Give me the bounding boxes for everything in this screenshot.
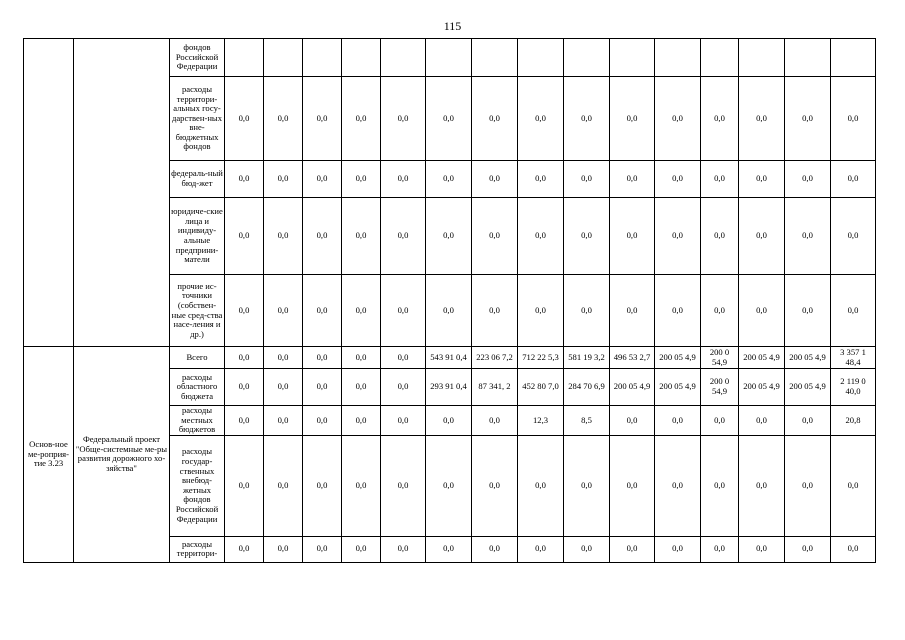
value-cell xyxy=(655,39,701,77)
value-cell: 0,0 xyxy=(564,77,610,161)
value-cell: 0,0 xyxy=(739,406,785,436)
value-cell: 452 80 7,0 xyxy=(518,369,564,406)
value-cell: 0,0 xyxy=(655,536,701,562)
value-cell: 0,0 xyxy=(831,435,876,536)
value-cell: 0,0 xyxy=(610,198,655,275)
budget-table xyxy=(23,38,876,563)
funding-source-cell: расходы территори- xyxy=(170,536,225,562)
value-cell xyxy=(785,39,831,77)
value-cell: 0,0 xyxy=(426,275,472,347)
value-cell: 200 05 4,9 xyxy=(739,347,785,369)
value-cell: 0,0 xyxy=(518,77,564,161)
value-cell: 0,0 xyxy=(564,275,610,347)
project-cell-empty xyxy=(74,39,170,347)
value-cell: 0,0 xyxy=(655,198,701,275)
value-cell: 0,0 xyxy=(225,347,264,369)
value-cell xyxy=(342,39,381,77)
funding-source-cell: фондов Российской Федерации xyxy=(170,39,225,77)
value-cell: 0,0 xyxy=(381,347,426,369)
value-cell: 0,0 xyxy=(472,406,518,436)
value-cell: 0,0 xyxy=(831,77,876,161)
value-cell: 0,0 xyxy=(472,275,518,347)
value-cell: 0,0 xyxy=(225,77,264,161)
funding-source-cell: Всего xyxy=(170,347,225,369)
value-cell: 0,0 xyxy=(381,369,426,406)
value-cell xyxy=(225,39,264,77)
value-cell: 0,0 xyxy=(472,161,518,198)
funding-source-cell: расходы местных бюджетов xyxy=(170,406,225,436)
value-cell: 0,0 xyxy=(225,435,264,536)
value-cell: 0,0 xyxy=(518,198,564,275)
value-cell: 0,0 xyxy=(831,536,876,562)
value-cell: 0,0 xyxy=(564,536,610,562)
value-cell: 0,0 xyxy=(564,435,610,536)
value-cell: 0,0 xyxy=(303,198,342,275)
value-cell: 0,0 xyxy=(342,369,381,406)
value-cell: 200 05 4,9 xyxy=(610,369,655,406)
value-cell: 293 91 0,4 xyxy=(426,369,472,406)
value-cell: 0,0 xyxy=(426,435,472,536)
value-cell: 0,0 xyxy=(564,161,610,198)
value-cell: 284 70 6,9 xyxy=(564,369,610,406)
value-cell: 0,0 xyxy=(342,536,381,562)
value-cell: 0,0 xyxy=(225,198,264,275)
value-cell: 200 05 4,9 xyxy=(739,369,785,406)
value-cell: 0,0 xyxy=(610,77,655,161)
value-cell xyxy=(831,39,876,77)
value-cell: 0,0 xyxy=(739,435,785,536)
value-cell: 0,0 xyxy=(610,435,655,536)
value-cell: 0,0 xyxy=(303,536,342,562)
value-cell xyxy=(381,39,426,77)
value-cell: 0,0 xyxy=(381,77,426,161)
value-cell: 223 06 7,2 xyxy=(472,347,518,369)
value-cell: 2 119 0 40,0 xyxy=(831,369,876,406)
page-number: 115 xyxy=(443,19,462,33)
value-cell: 0,0 xyxy=(739,161,785,198)
value-cell: 0,0 xyxy=(264,347,303,369)
value-cell: 0,0 xyxy=(610,406,655,436)
value-cell: 0,0 xyxy=(264,406,303,436)
value-cell: 0,0 xyxy=(381,435,426,536)
value-cell: 0,0 xyxy=(655,77,701,161)
funding-source-cell: расходы областного бюджета xyxy=(170,369,225,406)
activity-name-cell: Основ-ное ме-роприя-тие 3.23 xyxy=(24,347,74,563)
value-cell: 496 53 2,7 xyxy=(610,347,655,369)
value-cell: 0,0 xyxy=(655,435,701,536)
value-cell: 3 357 1 48,4 xyxy=(831,347,876,369)
value-cell: 0,0 xyxy=(785,406,831,436)
value-cell: 0,0 xyxy=(564,198,610,275)
value-cell: 0,0 xyxy=(303,161,342,198)
table-row xyxy=(24,39,876,77)
value-cell: 0,0 xyxy=(785,161,831,198)
value-cell: 0,0 xyxy=(426,77,472,161)
value-cell: 0,0 xyxy=(264,77,303,161)
value-cell: 200 05 4,9 xyxy=(785,369,831,406)
value-cell xyxy=(518,39,564,77)
project-name-cell: Федеральный проект "Обще-системные ме-ры развития дорожного хо-зяйства" xyxy=(74,347,170,563)
value-cell: 0,0 xyxy=(264,435,303,536)
value-cell xyxy=(610,39,655,77)
value-cell: 0,0 xyxy=(785,198,831,275)
value-cell: 0,0 xyxy=(701,77,739,161)
value-cell: 0,0 xyxy=(225,536,264,562)
value-cell: 0,0 xyxy=(426,406,472,436)
value-cell: 0,0 xyxy=(831,198,876,275)
activity-cell-empty xyxy=(24,39,74,347)
value-cell: 0,0 xyxy=(785,536,831,562)
value-cell: 0,0 xyxy=(701,536,739,562)
funding-source-cell: юридиче-ские лица и индивиду-альные предприни-матели xyxy=(170,198,225,275)
value-cell: 0,0 xyxy=(303,435,342,536)
value-cell: 0,0 xyxy=(701,198,739,275)
value-cell: 0,0 xyxy=(701,161,739,198)
value-cell: 0,0 xyxy=(701,406,739,436)
value-cell: 0,0 xyxy=(303,369,342,406)
value-cell: 0,0 xyxy=(610,275,655,347)
value-cell: 0,0 xyxy=(225,275,264,347)
value-cell: 0,0 xyxy=(225,406,264,436)
value-cell: 0,0 xyxy=(518,435,564,536)
value-cell: 0,0 xyxy=(655,275,701,347)
value-cell: 0,0 xyxy=(342,161,381,198)
value-cell: 0,0 xyxy=(518,161,564,198)
value-cell xyxy=(564,39,610,77)
value-cell: 0,0 xyxy=(785,275,831,347)
value-cell: 581 19 3,2 xyxy=(564,347,610,369)
value-cell: 0,0 xyxy=(342,347,381,369)
funding-source-cell: расходы территори-альных госу-дарствен-ных вне-бюджетных фондов xyxy=(170,77,225,161)
value-cell: 0,0 xyxy=(342,198,381,275)
value-cell: 0,0 xyxy=(225,161,264,198)
value-cell: 0,0 xyxy=(264,536,303,562)
value-cell: 0,0 xyxy=(426,198,472,275)
value-cell: 0,0 xyxy=(264,198,303,275)
value-cell xyxy=(739,39,785,77)
value-cell: 0,0 xyxy=(610,161,655,198)
value-cell xyxy=(303,39,342,77)
value-cell: 0,0 xyxy=(342,435,381,536)
value-cell: 0,0 xyxy=(739,77,785,161)
value-cell: 0,0 xyxy=(472,198,518,275)
value-cell: 0,0 xyxy=(610,536,655,562)
value-cell: 20,8 xyxy=(831,406,876,436)
value-cell: 0,0 xyxy=(303,347,342,369)
value-cell: 0,0 xyxy=(426,536,472,562)
value-cell: 0,0 xyxy=(472,77,518,161)
value-cell: 0,0 xyxy=(342,275,381,347)
value-cell: 0,0 xyxy=(655,161,701,198)
value-cell: 0,0 xyxy=(701,435,739,536)
value-cell: 0,0 xyxy=(785,77,831,161)
value-cell: 0,0 xyxy=(472,435,518,536)
value-cell: 0,0 xyxy=(303,77,342,161)
value-cell: 200 05 4,9 xyxy=(655,347,701,369)
value-cell: 0,0 xyxy=(831,275,876,347)
table-row xyxy=(24,347,876,369)
value-cell: 87 341, 2 xyxy=(472,369,518,406)
value-cell: 200 0 54,9 xyxy=(701,347,739,369)
value-cell: 8,5 xyxy=(564,406,610,436)
value-cell: 0,0 xyxy=(264,161,303,198)
funding-source-cell: прочие ис-точники (собствен-ные сред-ства насе-ления и др.) xyxy=(170,275,225,347)
value-cell: 0,0 xyxy=(264,275,303,347)
value-cell: 0,0 xyxy=(342,406,381,436)
value-cell: 0,0 xyxy=(785,435,831,536)
value-cell: 0,0 xyxy=(381,275,426,347)
value-cell: 0,0 xyxy=(518,275,564,347)
value-cell: 200 0 54,9 xyxy=(701,369,739,406)
value-cell: 0,0 xyxy=(739,275,785,347)
funding-source-cell: расходы государ-ственных внебюд-жетных фондов Российской Федерации xyxy=(170,435,225,536)
value-cell: 0,0 xyxy=(739,198,785,275)
value-cell xyxy=(472,39,518,77)
value-cell: 712 22 5,3 xyxy=(518,347,564,369)
funding-source-cell: федераль-ный бюд-жет xyxy=(170,161,225,198)
value-cell: 0,0 xyxy=(342,77,381,161)
value-cell: 0,0 xyxy=(426,161,472,198)
value-cell: 0,0 xyxy=(264,369,303,406)
value-cell: 200 05 4,9 xyxy=(655,369,701,406)
value-cell: 0,0 xyxy=(472,536,518,562)
value-cell: 0,0 xyxy=(831,161,876,198)
value-cell xyxy=(264,39,303,77)
value-cell: 0,0 xyxy=(655,406,701,436)
value-cell xyxy=(426,39,472,77)
value-cell: 0,0 xyxy=(739,536,785,562)
value-cell: 0,0 xyxy=(303,275,342,347)
value-cell: 0,0 xyxy=(701,275,739,347)
value-cell: 12,3 xyxy=(518,406,564,436)
value-cell: 543 91 0,4 xyxy=(426,347,472,369)
value-cell: 0,0 xyxy=(518,536,564,562)
value-cell: 0,0 xyxy=(381,198,426,275)
value-cell: 0,0 xyxy=(381,406,426,436)
value-cell: 0,0 xyxy=(303,406,342,436)
value-cell xyxy=(701,39,739,77)
value-cell: 0,0 xyxy=(381,536,426,562)
value-cell: 0,0 xyxy=(381,161,426,198)
value-cell: 0,0 xyxy=(225,369,264,406)
value-cell: 200 05 4,9 xyxy=(785,347,831,369)
